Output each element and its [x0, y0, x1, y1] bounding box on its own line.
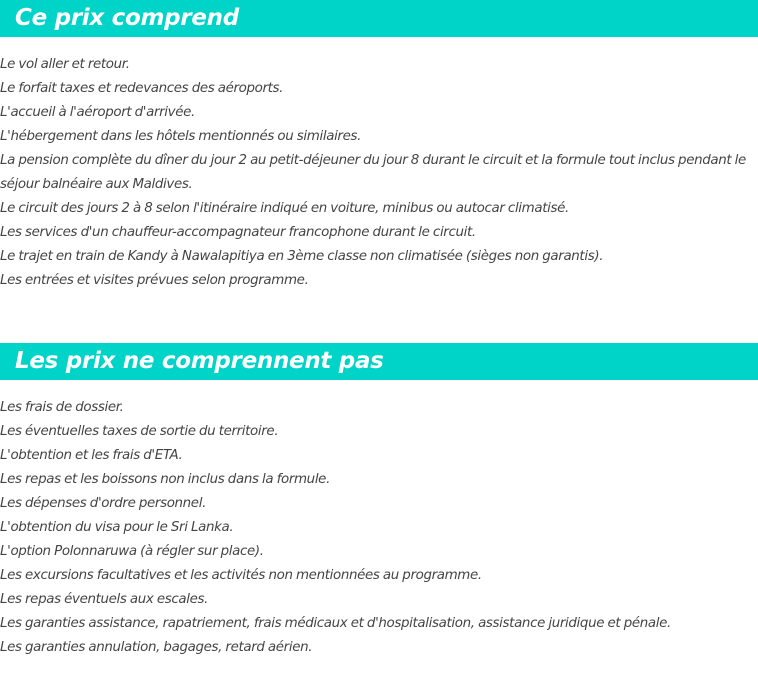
excluded-list — [0, 396, 758, 660]
included-item: Les entrées et visites prévues selon programme. — [0, 273, 309, 288]
included-list — [0, 53, 758, 293]
included-item: Le trajet en train de Kandy à Nawalapitiya en 3ème classe non climatisée (sièges non garantis). — [0, 249, 604, 264]
excluded-item: Les repas éventuels aux escales. — [0, 592, 209, 607]
excluded-item: Les garanties annulation, bagages, retard aérien. — [0, 640, 313, 655]
included-item: La pension complète du dîner du jour 2 au petit-déjeuner du jour 8 durant le circuit et la formule tout inclus pendant le séjour balnéaire aux Maldives. — [0, 153, 746, 192]
included-item: L'hébergement dans les hôtels mentionnés ou similaires. — [0, 129, 362, 144]
excluded-item: Les dépenses d'ordre personnel. — [0, 496, 206, 511]
included-item: Le vol aller et retour. — [0, 57, 130, 72]
included-section-title: Ce prix comprend — [0, 0, 758, 37]
excluded-item: Les frais de dossier. — [0, 400, 124, 415]
excluded-item: L'obtention du visa pour le Sri Lanka. — [0, 520, 234, 535]
excluded-item: L'option Polonnaruwa (à régler sur place). — [0, 544, 264, 559]
included-item: Les services d'un chauffeur-accompagnateur francophone durant le circuit. — [0, 225, 476, 240]
excluded-section-title: Les prix ne comprennent pas — [0, 343, 758, 380]
excluded-item: L'obtention et les frais d'ETA. — [0, 448, 183, 463]
excluded-item: Les éventuelles taxes de sortie du territoire. — [0, 424, 279, 439]
excluded-item: Les excursions facultatives et les activités non mentionnées au programme. — [0, 568, 482, 583]
included-item: Le circuit des jours 2 à 8 selon l'itinéraire indiqué en voiture, minibus ou autocar climatisé. — [0, 201, 569, 216]
included-item: Le forfait taxes et redevances des aéroports. — [0, 81, 284, 96]
excluded-item: Les garanties assistance, rapatriement, frais médicaux et d'hospitalisation, assistance juridique et pénale. — [0, 616, 671, 631]
included-item: L'accueil à l'aéroport d'arrivée. — [0, 105, 195, 120]
excluded-item: Les repas et les boissons non inclus dans la formule. — [0, 472, 330, 487]
